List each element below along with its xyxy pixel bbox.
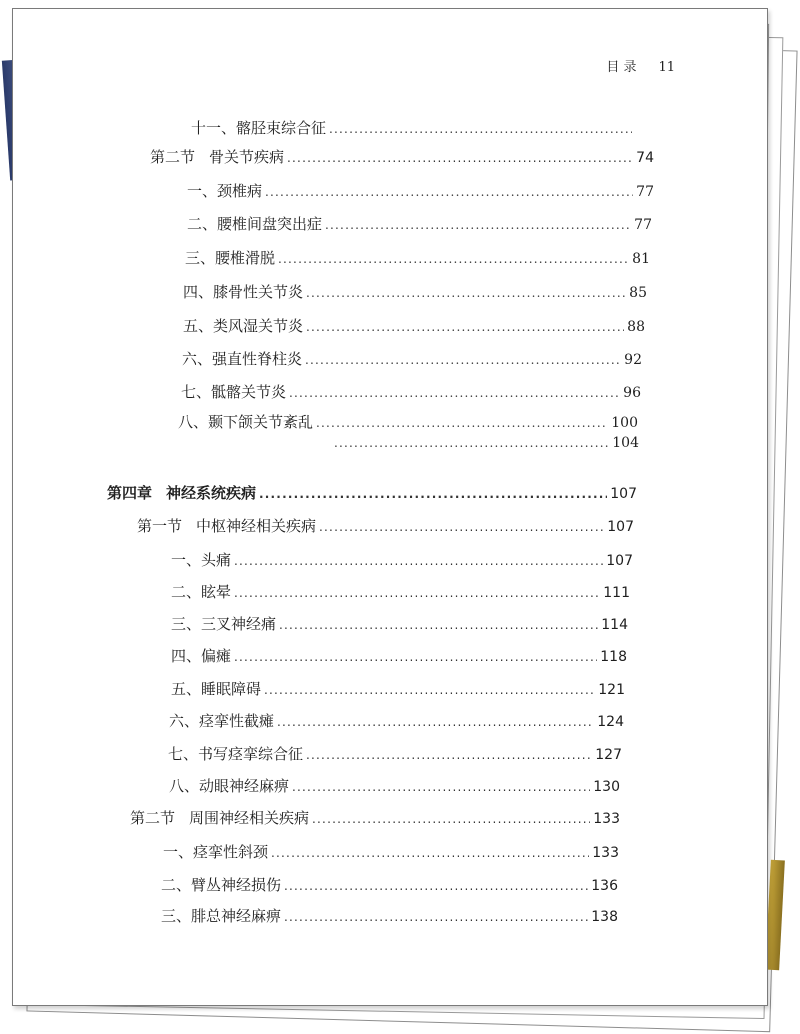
toc-entry-label: 十一、髂胫束综合征 <box>191 119 327 137</box>
leader-dots <box>259 487 607 501</box>
toc-entry-page: 114 <box>601 617 628 633</box>
toc-entry-label: 六、痉挛性截瘫 <box>169 712 275 730</box>
toc-entry[interactable] <box>169 775 620 796</box>
toc-entry-label: 八、颞下颌关节紊乱 <box>178 413 314 431</box>
toc-entry[interactable] <box>171 678 625 699</box>
leader-dots <box>325 218 631 232</box>
leader-dots <box>287 151 633 165</box>
header-title: 目 录 <box>606 60 637 75</box>
toc-entry[interactable] <box>191 117 635 138</box>
toc-chapter-entry[interactable] <box>107 482 637 503</box>
toc-entry-label: 五、睡眠障碍 <box>171 680 262 698</box>
toc-entry[interactable] <box>161 905 618 926</box>
toc-entry-label: 神经系统疾病 <box>166 484 257 502</box>
leader-dots <box>265 185 633 199</box>
toc-section-entry[interactable] <box>137 515 634 536</box>
toc-entry-label: 七、书写痉挛综合征 <box>168 745 304 763</box>
toc-entry[interactable] <box>171 613 628 634</box>
toc-entry-label: 二、臂丛神经损伤 <box>161 876 282 894</box>
toc-entry[interactable] <box>163 841 619 862</box>
toc-chapter-number: 第四章 <box>107 484 153 502</box>
leader-dots <box>234 650 597 664</box>
toc-section-number: 第二节 <box>150 148 196 166</box>
toc-section-number: 第一节 <box>137 517 183 535</box>
toc-entry[interactable] <box>181 381 641 402</box>
toc-entry-page: 77 <box>636 184 654 200</box>
header-page-number: 11 <box>658 60 675 75</box>
leader-dots <box>312 812 590 826</box>
toc-entry[interactable] <box>187 213 652 234</box>
toc-entry-page: 107 <box>610 486 637 502</box>
toc-entry-page: 85 <box>629 285 647 301</box>
toc-entry[interactable] <box>183 315 645 336</box>
toc-entry-page: 124 <box>597 714 624 730</box>
toc-entry-page: 133 <box>592 845 619 861</box>
leader-dots <box>279 618 598 632</box>
toc-section-entry[interactable] <box>150 146 654 167</box>
toc-entry-page: 127 <box>595 747 622 763</box>
toc-entry[interactable] <box>187 180 654 201</box>
leader-dots <box>316 416 608 430</box>
toc-section-entry[interactable] <box>130 807 620 828</box>
toc-section-number: 第二节 <box>130 809 176 827</box>
leader-dots <box>284 879 588 893</box>
toc-entry-label: 八、动眼神经麻痹 <box>169 777 290 795</box>
leader-dots <box>264 683 595 697</box>
leader-dots <box>319 520 604 534</box>
leader-dots <box>329 122 632 136</box>
toc-entry[interactable] <box>171 645 627 666</box>
toc-entry-page: 74 <box>636 150 654 166</box>
leader-dots <box>277 715 594 729</box>
toc-entry-label: 中枢神经相关疾病 <box>196 517 317 535</box>
leader-dots <box>334 436 609 450</box>
leader-dots <box>292 780 590 794</box>
leader-dots <box>306 320 624 334</box>
toc-entry-page: 121 <box>598 682 625 698</box>
toc-entry-label: 一、痉挛性斜颈 <box>163 843 269 861</box>
toc-entry-label: 一、头痛 <box>171 551 232 569</box>
toc-entry-label: 三、腰椎滑脱 <box>185 249 276 267</box>
toc-entry-page: 96 <box>623 385 641 401</box>
toc-entry[interactable] <box>185 247 650 268</box>
toc-entry[interactable] <box>161 874 618 895</box>
toc-entry-label: 骨关节疾病 <box>209 148 285 166</box>
toc-entry-page: 81 <box>632 251 650 267</box>
toc-entry-label: 二、腰椎间盘突出症 <box>187 215 323 233</box>
toc-entry-label: 周围神经相关疾病 <box>189 809 310 827</box>
toc-entry-page: 88 <box>627 319 645 335</box>
leader-dots <box>284 910 588 924</box>
toc-entry-label: 五、类风湿关节炎 <box>183 317 304 335</box>
toc-entry-page: 111 <box>603 585 630 601</box>
toc-entry-label: 二、眩晕 <box>171 583 232 601</box>
leader-dots <box>306 286 626 300</box>
toc-entry[interactable] <box>331 435 639 451</box>
toc-entry-page: 107 <box>607 519 634 535</box>
running-header <box>606 56 675 75</box>
toc-entry[interactable] <box>169 710 624 731</box>
toc-entry-label: 六、强直性脊柱炎 <box>182 350 303 368</box>
toc-entry-page: 92 <box>624 352 642 368</box>
toc-entry[interactable] <box>171 581 630 602</box>
toc-entry-page: 138 <box>591 909 618 925</box>
toc-entry-label: 四、偏瘫 <box>171 647 232 665</box>
leader-dots <box>271 846 589 860</box>
toc-entry-label: 四、膝骨性关节炎 <box>183 283 304 301</box>
toc-entry[interactable] <box>168 743 622 764</box>
toc-entry[interactable] <box>178 411 638 432</box>
toc-entry-label: 三、三叉神经痛 <box>171 615 277 633</box>
leader-dots <box>306 748 592 762</box>
leader-dots <box>234 554 603 568</box>
leader-dots <box>234 586 600 600</box>
toc-entry-label: 三、腓总神经麻痹 <box>161 907 282 925</box>
toc-page <box>12 8 768 1006</box>
toc-entry-page: 100 <box>611 415 638 431</box>
toc-entry-page: 130 <box>593 779 620 795</box>
toc-entry-page: 107 <box>606 553 633 569</box>
toc-entry[interactable] <box>182 348 642 369</box>
leader-dots <box>305 353 621 367</box>
toc-entry[interactable] <box>183 281 647 302</box>
toc-entry-label: 七、骶髂关节炎 <box>181 383 287 401</box>
toc-entry-page: 104 <box>612 435 639 451</box>
toc-entry[interactable] <box>171 549 633 570</box>
toc-entry-page: 136 <box>591 878 618 894</box>
toc-entry-label: 一、颈椎病 <box>187 182 263 200</box>
toc-entry-page: 77 <box>634 217 652 233</box>
leader-dots <box>278 252 629 266</box>
leader-dots <box>289 386 620 400</box>
toc-entry-page: 133 <box>593 811 620 827</box>
toc-entry-page: 118 <box>600 649 627 665</box>
